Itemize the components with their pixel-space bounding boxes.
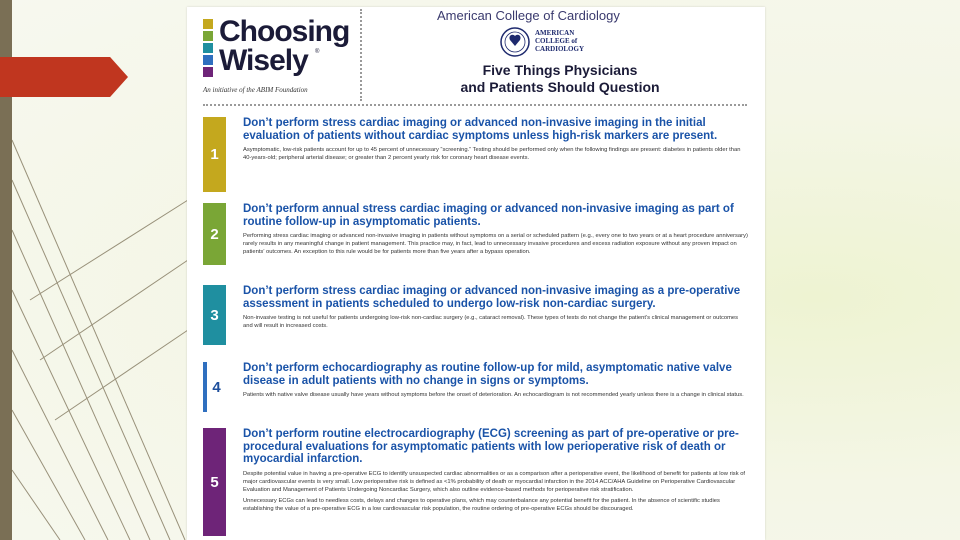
- logo-word-choosing: Choosing: [219, 15, 350, 48]
- seal-line-2: COLLEGE of: [535, 37, 578, 45]
- seal-line-3: CARDIOLOGY: [535, 45, 585, 53]
- item-text: Asymptomatic, low-risk patients account for up to 45 percent of unnecessary “screening.” Testing should be performed only when the following findings are present: diabetes in patients older than 40-years-old; peripheral arterial disease; or greater than 2 percent yearly risk for coronary heart disease events.: [243, 147, 741, 161]
- recommendation-item-5: [203, 428, 749, 536]
- item-title: Don’t perform stress cardiac imaging or advanced non-invasive imaging in the initial evaluation of patients without cardiac symptoms unless high-risk markers are present.: [243, 117, 718, 142]
- item-text-2: Unnecessary ECGs can lead to needless costs, delays and changes to operative plans, which may counterbalance any potential benefit for the patient. In the absence of scientific studies establishing the value of a pre-operative ECG in a low cardiovascular risk population, the routine ordering of pre-operative ECGs should be discouraged.: [243, 497, 720, 512]
- acc-seal-icon: [500, 27, 530, 57]
- item-body: [243, 117, 749, 165]
- logo-word-wisely: Wisely: [219, 44, 308, 77]
- seal-line-1: AMERICAN: [535, 29, 575, 37]
- choosing-wisely-logo: [203, 15, 353, 99]
- title-line-2: and Patients Should Question: [460, 79, 660, 95]
- logo-tagline: An initiative of the ABIM Foundation: [203, 86, 308, 94]
- item-number-tab: 3: [203, 285, 226, 345]
- item-body: [243, 362, 749, 402]
- item-title: Don’t perform stress cardiac imaging or advanced non-invasive imaging as a pre-operative assessment in patients scheduled to undergo low-risk non-cardiac surgery.: [243, 285, 741, 310]
- header-rule: [203, 104, 747, 106]
- acc-seal-text: [535, 29, 584, 53]
- recommendation-item-1: [203, 117, 749, 192]
- item-text: Performing stress cardiac imaging or advanced non-invasive imaging in patients without symptoms on a serial or scheduled pattern (e.g., every one to two years or at a heart procedure anniversary) rarely results in any meaningful change in patient management. This practice may, in fact, lead to unnecessary invasive procedures and excess radiation exposure without any proven impact on patients’ outcomes. An exception to this rule would be for patients more than five years after a bypass operation.: [243, 233, 748, 255]
- item-title: Don’t perform routine electrocardiography (ECG) screening as part of pre-operative or pre-procedural evaluations for asymptomatic patients with low perioperative risk of death or myocardial infarction.: [243, 428, 739, 465]
- item-number-tab: 4: [203, 362, 226, 412]
- document-title: [425, 62, 695, 96]
- title-line-1: Five Things Physicians: [482, 62, 638, 78]
- item-title: Don’t perform echocardiography as routine follow-up for mild, asymptomatic native valve disease in adult patients with no change in signs or symptoms.: [243, 362, 732, 387]
- item-text: Despite potential value in having a pre-operative ECG to identify unsuspected cardiac abnormalities or as a comparison after a perioperative event, the likelihood of benefit for patients at low risk of major cardiovascular events is very small. Low perioperative risk is defined as <1% probability of death or myocardial infarction in the 2014 ACC/AHA Guideline on Perioperative Cardiovascular Evaluation and Management of Patients Undergoing Noncardiac Surgery, which also outline evidence-based methods for perioperative risk stratification.: [243, 470, 746, 493]
- organization-name: American College of Cardiology: [437, 8, 620, 23]
- recommendation-item-3: [203, 285, 749, 345]
- item-body: [243, 428, 749, 516]
- item-number-tab: 2: [203, 203, 226, 265]
- item-body: [243, 203, 749, 259]
- item-text: Non-invasive testing is not useful for patients undergoing low-risk non-cardiac surgery (e.g., cataract removal). These types of tests do not change the patient’s clinical management or outcomes and will result in increased costs.: [243, 315, 739, 329]
- item-number-tab: 5: [203, 428, 226, 536]
- document-header: [187, 7, 765, 105]
- item-number-tab: 1: [203, 117, 226, 192]
- recommendation-item-2: [203, 203, 749, 265]
- item-body: [243, 285, 749, 333]
- recommendation-item-4: [203, 362, 749, 412]
- document-page: [187, 7, 765, 540]
- item-text: Patients with native valve disease usually have years without symptoms before the onset of deterioration. An echocardiogram is not recommended yearly unless there is a change in clinical status.: [243, 392, 744, 398]
- header-divider: [360, 9, 362, 101]
- red-arrow-shape: [0, 57, 128, 97]
- logo-trademark: ®: [315, 49, 320, 55]
- item-title: Don’t perform annual stress cardiac imaging or advanced non-invasive imaging as part of routine follow-up in asymptomatic patients.: [243, 203, 734, 228]
